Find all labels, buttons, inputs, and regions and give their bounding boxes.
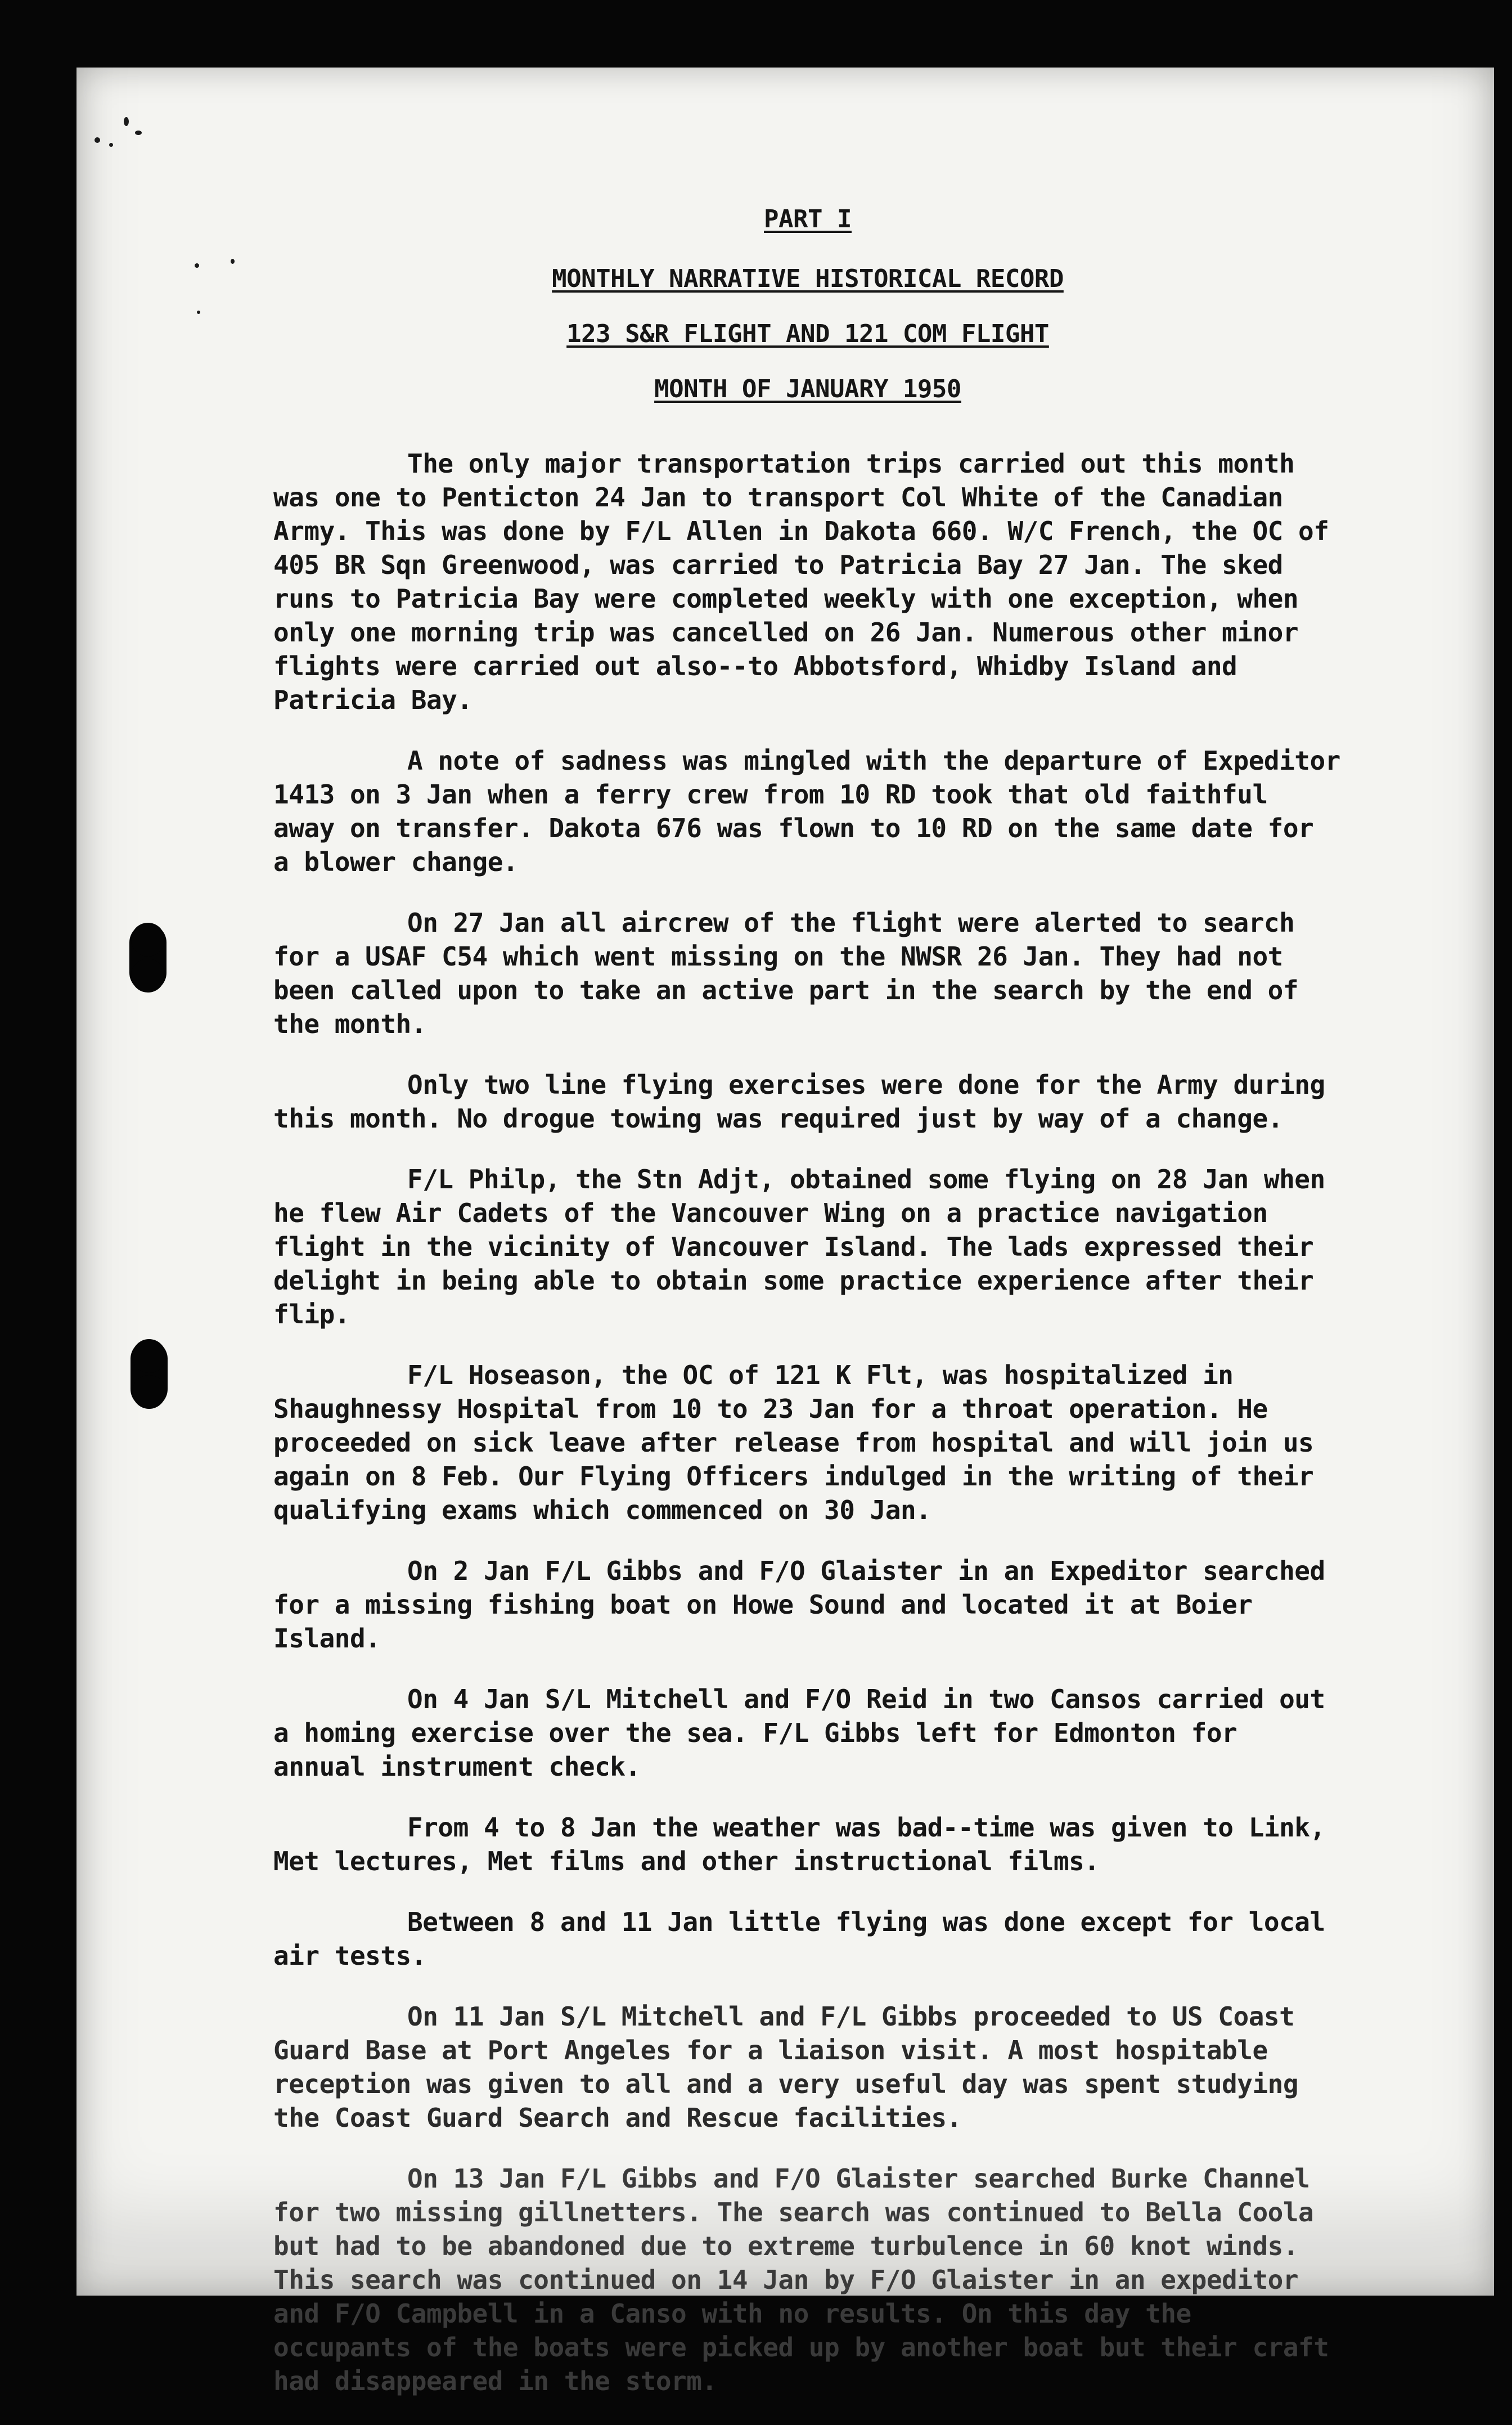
paragraph-homing-exercise: On 4 Jan S/L Mitchell and F/O Reid in two Cansos carried out a homing exercise over the sea. F/L Gibbs left for Edmonton for annual instrument check. [273, 1684, 1325, 1782]
paragraph-hospitalization: F/L Hoseason, the OC of 121 K Flt, was hospitalized in Shaughnessy Hospital from 10 to 23 Jan for a throat operation. He proceeded on sick leave after release from hospital and will join us again on 8 Feb. Our Flying Officers indulged in the writing of their qualifying exams which commenced on 30 Jan. [273, 1360, 1314, 1525]
paragraph-bad-weather: From 4 to 8 Jan the weather was bad--time was given to Link, Met lectures, Met films and other instructional films. [273, 1812, 1325, 1876]
paragraph-army-exercises: Only two line flying exercises were done for the Army during this month. No drogue towing was required just by way of a change. [273, 1070, 1325, 1134]
paragraph-coast-guard-visit: On 11 Jan S/L Mitchell and F/L Gibbs proceeded to US Coast Guard Base at Port Angeles for a liaison visit. A most hospitable reception was given to all and a very useful day was spent studying the Coast Guard Search and Rescue facilities. [273, 2001, 1299, 2133]
paragraph-transportation: The only major transportation trips carried out this month was one to Penticton 24 Jan to transport Col White of the Canadian Army. This was done by F/L Allen in Dakota 660. W/C French, the OC of 405 BR Sqn Greenwood, was carried to Patricia Bay 27 Jan. The sked runs to Patricia Bay were completed weekly with one exception, when only one morning trip was cancelled on 26 Jan. Numerous other minor flights were carried out also--to Abbotsford, Whidby Island and Patricia Bay. [273, 448, 1329, 715]
paragraph-local-air-tests: Between 8 and 11 Jan little flying was done except for local air tests. [273, 1907, 1325, 1971]
heading-record-title: MONTHLY NARRATIVE HISTORICAL RECORD [552, 264, 1064, 293]
document-body [273, 203, 1342, 2425]
paragraph-fishing-boat-search: On 2 Jan F/L Gibbs and F/O Glaister in an Expeditor searched for a missing fishing boat on Howe Sound and located it at Boier Island. [273, 1556, 1325, 1654]
heading-month: MONTH OF JANUARY 1950 [654, 375, 961, 403]
binder-hole-lower [130, 1340, 168, 1408]
ink-speck [135, 131, 142, 135]
paragraph-expeditor-transfer: A note of sadness was mingled with the departure of Expeditor 1413 on 3 Jan when a ferry crew from 10 RD took that old faithful away on transfer. Dakota 676 was flown to 10 RD on the same date for a blower change. [273, 746, 1340, 877]
ink-speck [124, 117, 129, 126]
paragraph-gillnetter-search: On 13 Jan F/L Gibbs and F/O Glaister searched Burke Channel for two missing gillnetters. The search was continued to Bella Coola but had to be abandoned due to extreme turbulence in 60 knot winds. This search was continued on 14 Jan by F/O Glaister in an expeditor and F/O Campbell in a Canso with no results. On this day the occupants of the boats were picked up by another boat but their craft had disappeared in the storm. [273, 2163, 1329, 2396]
ink-speck [109, 143, 113, 147]
ink-speck [231, 259, 235, 264]
ink-speck [197, 311, 200, 314]
paragraph-air-cadets: F/L Philp, the Stn Adjt, obtained some flying on 28 Jan when he flew Air Cadets of the Vancouver Wing on a practice navigation flight in the vicinity of Vancouver Island. The lads expressed their delight in being able to obtain some practice experience after their flip. [273, 1164, 1325, 1330]
ink-speck [195, 263, 199, 268]
heading-part: PART I [764, 205, 852, 233]
ink-speck [94, 137, 100, 143]
heading-units: 123 S&R FLIGHT AND 121 COM FLIGHT [566, 320, 1049, 348]
binder-hole-upper [129, 924, 166, 991]
paragraph-usaf-search: On 27 Jan all aircrew of the flight were alerted to search for a USAF C54 which went missing on the NWSR 26 Jan. They had not been called upon to take an active part in the search by the end of the month. [273, 908, 1299, 1039]
